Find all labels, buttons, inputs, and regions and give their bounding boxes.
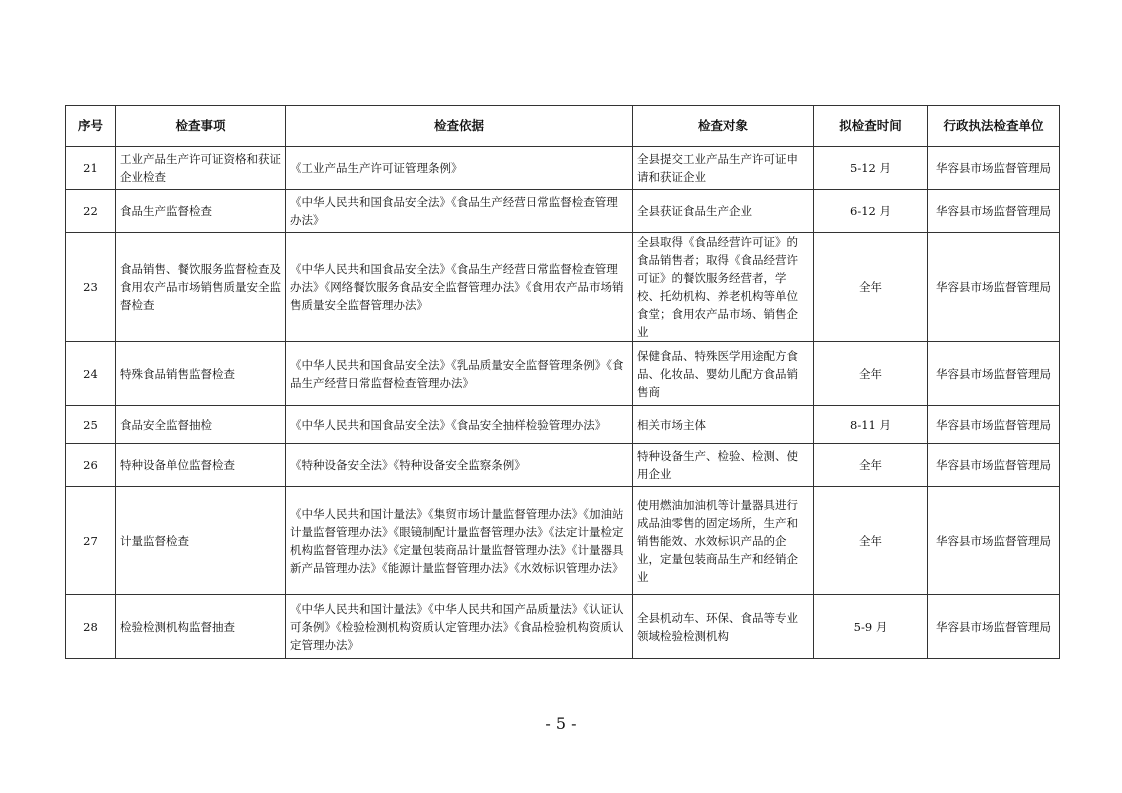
cell-target: 相关市场主体 (633, 406, 814, 444)
cell-time: 全年 (814, 233, 928, 342)
table-row (66, 406, 1060, 444)
cell-target: 保健食品、特殊医学用途配方食品、化妆品、婴幼儿配方食品销售商 (633, 342, 814, 406)
cell-seq: 25 (66, 406, 116, 444)
cell-basis: 《中华人民共和国食品安全法》《食品安全抽样检验管理办法》 (286, 406, 633, 444)
table-row (66, 595, 1060, 659)
table-row (66, 190, 1060, 233)
cell-time: 6-12 月 (814, 190, 928, 233)
cell-basis: 《中华人民共和国食品安全法》《食品生产经营日常监督检查管理办法》 (286, 190, 633, 233)
cell-seq: 27 (66, 487, 116, 595)
cell-time: 全年 (814, 444, 928, 487)
cell-target: 全县提交工业产品生产许可证申请和获证企业 (633, 147, 814, 190)
cell-basis: 《中华人民共和国食品安全法》《乳品质量安全监督管理条例》《食品生产经营日常监督检查管理办法》 (286, 342, 633, 406)
cell-target: 特种设备生产、检验、检测、使用企业 (633, 444, 814, 487)
header-unit: 行政执法检查单位 (928, 106, 1060, 147)
table-row (66, 342, 1060, 406)
cell-item: 计量监督检查 (116, 487, 286, 595)
cell-time: 8-11 月 (814, 406, 928, 444)
cell-unit: 华容县市场监督管理局 (928, 406, 1060, 444)
cell-item: 食品生产监督检查 (116, 190, 286, 233)
cell-seq: 28 (66, 595, 116, 659)
cell-time: 全年 (814, 342, 928, 406)
cell-time: 全年 (814, 487, 928, 595)
cell-item: 食品安全监督抽检 (116, 406, 286, 444)
table-row (66, 487, 1060, 595)
cell-target: 全县机动车、环保、食品等专业领域检验检测机构 (633, 595, 814, 659)
header-seq: 序号 (66, 106, 116, 147)
cell-basis: 《特种设备安全法》《特种设备安全监察条例》 (286, 444, 633, 487)
cell-seq: 26 (66, 444, 116, 487)
header-time: 拟检查时间 (814, 106, 928, 147)
cell-unit: 华容县市场监督管理局 (928, 233, 1060, 342)
header-item: 检查事项 (116, 106, 286, 147)
cell-time: 5-9 月 (814, 595, 928, 659)
header-target: 检查对象 (633, 106, 814, 147)
cell-item: 工业产品生产许可证资格和获证企业检查 (116, 147, 286, 190)
cell-unit: 华容县市场监督管理局 (928, 342, 1060, 406)
cell-item: 食品销售、餐饮服务监督检查及食用农产品市场销售质量安全监督检查 (116, 233, 286, 342)
cell-seq: 23 (66, 233, 116, 342)
table-header-row (66, 106, 1060, 147)
cell-seq: 24 (66, 342, 116, 406)
cell-time: 5-12 月 (814, 147, 928, 190)
cell-basis: 《工业产品生产许可证管理条例》 (286, 147, 633, 190)
cell-item: 特种设备单位监督检查 (116, 444, 286, 487)
cell-basis: 《中华人民共和国计量法》《集贸市场计量监督管理办法》《加油站计量监督管理办法》《眼镜制配计量监督管理办法》《法定计量检定机构监督管理办法》《定量包装商品计量监督管理办法》《计量器具新产品管理办法》《能源计量监督管理办法》《水效标识管理办法》 (286, 487, 633, 595)
cell-unit: 华容县市场监督管理局 (928, 147, 1060, 190)
header-basis: 检查依据 (286, 106, 633, 147)
table-row (66, 147, 1060, 190)
cell-basis: 《中华人民共和国食品安全法》《食品生产经营日常监督检查管理办法》《网络餐饮服务食品安全监督管理办法》《食用农产品市场销售质量安全监督管理办法》 (286, 233, 633, 342)
inspection-table (65, 105, 1060, 659)
cell-target: 全县取得《食品经营许可证》的食品销售者；取得《食品经营许可证》的餐饮服务经营者，学校、托幼机构、养老机构等单位食堂；食用农产品市场、销售企业 (633, 233, 814, 342)
cell-item: 特殊食品销售监督检查 (116, 342, 286, 406)
cell-seq: 21 (66, 147, 116, 190)
cell-unit: 华容县市场监督管理局 (928, 190, 1060, 233)
cell-unit: 华容县市场监督管理局 (928, 487, 1060, 595)
table-row (66, 233, 1060, 342)
cell-unit: 华容县市场监督管理局 (928, 444, 1060, 487)
page-number: - 5 - (545, 714, 577, 733)
cell-basis: 《中华人民共和国计量法》《中华人民共和国产品质量法》《认证认可条例》《检验检测机构资质认定管理办法》《食品检验机构资质认定管理办法》 (286, 595, 633, 659)
table-row (66, 444, 1060, 487)
cell-target: 使用燃油加油机等计量器具进行成品油零售的固定场所，生产和销售能效、水效标识产品的企业，定量包装商品生产和经销企业 (633, 487, 814, 595)
cell-seq: 22 (66, 190, 116, 233)
cell-item: 检验检测机构监督抽查 (116, 595, 286, 659)
cell-target: 全县获证食品生产企业 (633, 190, 814, 233)
cell-unit: 华容县市场监督管理局 (928, 595, 1060, 659)
